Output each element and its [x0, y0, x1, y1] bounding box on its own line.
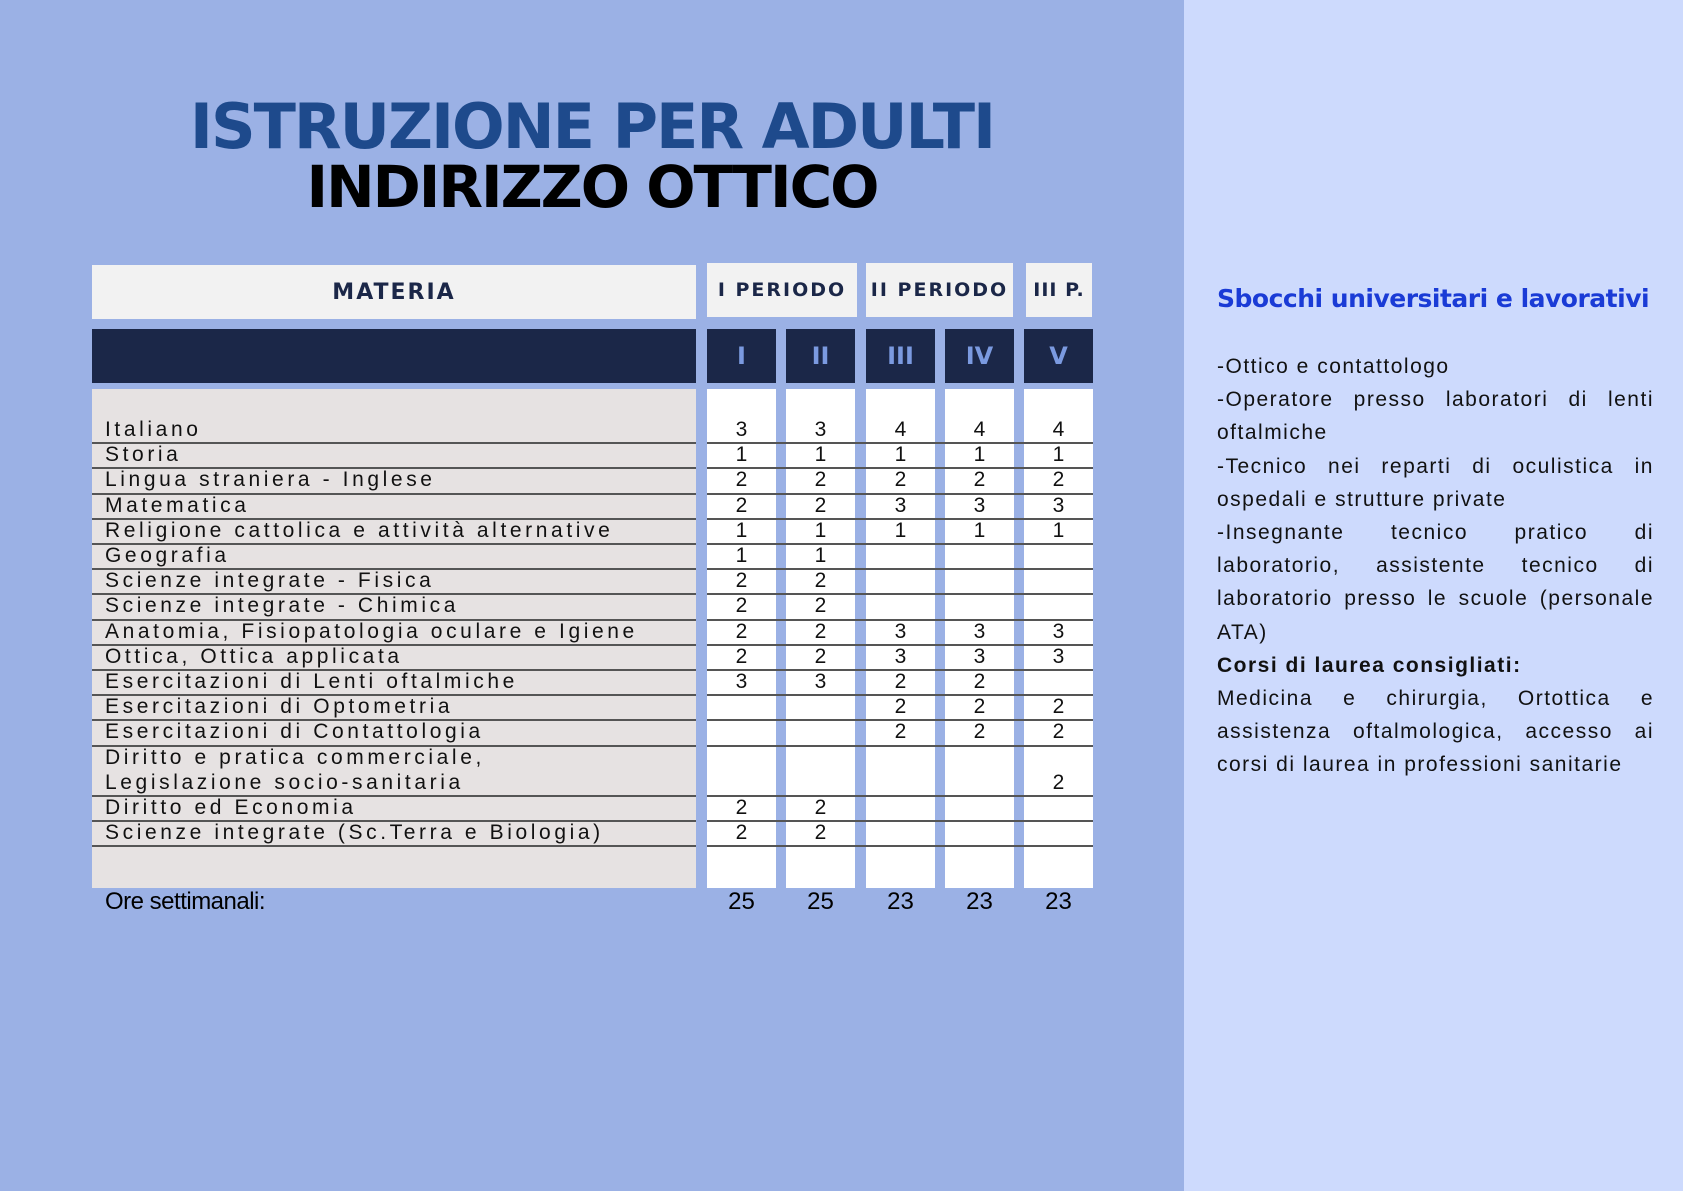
sidebar-item: -Ottico e contattologo — [1217, 355, 1450, 378]
subject-label: Italiano — [105, 418, 202, 441]
hour-cell: 2 — [894, 468, 907, 492]
materia-header: MATERIA — [92, 265, 696, 319]
hour-cell: 2 — [814, 796, 827, 819]
subject-label: Scienze integrate - Chimica — [105, 594, 459, 618]
page-title: ISTRUZIONE PER ADULTI — [189, 90, 995, 163]
totals-label: Ore settimanali: — [105, 888, 266, 915]
hour-cell: 3 — [1052, 619, 1065, 643]
year-header-3: III — [866, 329, 935, 383]
subject-label-line2: Legislazione socio-sanitaria — [105, 770, 464, 794]
hour-cell: 3 — [1052, 644, 1065, 668]
hour-cell: 1 — [814, 518, 827, 542]
hour-cell: 2 — [814, 594, 827, 618]
year-header-5: V — [1024, 329, 1093, 383]
hour-cell: 2 — [814, 468, 827, 492]
materia-dark-header — [92, 329, 696, 383]
hour-cell: 1 — [814, 443, 827, 467]
subject-label: Esercitazioni di Lenti oftalmiche — [105, 670, 518, 693]
hour-cell: 2 — [735, 619, 748, 643]
hour-cell: 3 — [894, 493, 907, 517]
hour-cell: 1 — [973, 518, 986, 542]
hour-cell: 2 — [735, 644, 748, 668]
subject-label: Ottica, Ottica applicata — [105, 644, 403, 668]
total-year-3: 23 — [887, 888, 914, 915]
hour-cell: 1 — [735, 443, 748, 467]
subject-label: Lingua straniera - Inglese — [105, 468, 436, 492]
hour-cell: 4 — [1052, 418, 1065, 441]
hour-cell: 2 — [735, 821, 748, 845]
sidebar-title: Sbocchi universitari e lavorativi — [1217, 284, 1650, 313]
sidebar-list — [1217, 350, 1654, 782]
hour-cell: 2 — [973, 468, 986, 492]
subject-label: Diritto e pratica commerciale, — [105, 745, 485, 769]
hour-cell: 3 — [1052, 493, 1065, 517]
hour-cell: 2 — [973, 695, 986, 719]
hour-cell: 2 — [1052, 770, 1065, 794]
hour-cell: 2 — [814, 821, 827, 845]
degrees-text: Medicina e chirurgia, Ortottica e assistenza oftalmologica, accesso ai corsi di laurea in professioni sanitarie — [1217, 687, 1654, 777]
subject-label: Esercitazioni di Contattologia — [105, 720, 484, 744]
hour-cell: 3 — [735, 418, 748, 441]
hour-cell: 3 — [894, 619, 907, 643]
hour-cell: 3 — [973, 493, 986, 517]
hour-cell: 2 — [814, 644, 827, 668]
sidebar-item: -Operatore presso laboratori di lenti oftalmiche — [1217, 388, 1654, 445]
subject-label: Esercitazioni di Optometria — [105, 695, 454, 719]
hour-cell: 1 — [735, 518, 748, 542]
hour-cell: 2 — [894, 695, 907, 719]
page-subtitle: INDIRIZZO OTTICO — [306, 153, 878, 221]
row-divider — [707, 845, 1093, 847]
hour-cell: 2 — [894, 720, 907, 744]
hour-cell: 1 — [894, 443, 907, 467]
hour-cell: 3 — [973, 644, 986, 668]
subject-label: Diritto ed Economia — [105, 796, 357, 819]
hour-cell: 2 — [1052, 468, 1065, 492]
hour-cell: 2 — [973, 670, 986, 693]
sidebar-item: -Insegnante tecnico pratico di laboratorio, assistente tecnico di laboratorio presso le scuole (personale ATA) — [1217, 521, 1654, 644]
row-divider — [707, 745, 1093, 747]
hour-cell: 2 — [814, 569, 827, 593]
hour-cell: 2 — [814, 619, 827, 643]
hour-cell: 2 — [735, 468, 748, 492]
year-header-4: IV — [945, 329, 1014, 383]
hour-cell: 3 — [973, 619, 986, 643]
total-year-5: 23 — [1045, 888, 1072, 915]
hour-cell: 2 — [973, 720, 986, 744]
hour-cell: 2 — [735, 594, 748, 618]
hour-cell: 2 — [1052, 720, 1065, 744]
hour-cell: 1 — [1052, 443, 1065, 467]
hour-cell: 2 — [1052, 695, 1065, 719]
total-year-4: 23 — [966, 888, 993, 915]
hour-cell: 4 — [973, 418, 986, 441]
subject-label: Geografia — [105, 544, 230, 567]
hour-cell: 1 — [814, 544, 827, 567]
total-year-1: 25 — [728, 888, 755, 915]
degrees-heading: Corsi di laurea consigliati: — [1217, 653, 1522, 677]
period-1-header: I PERIODO — [707, 263, 857, 317]
hour-cell: 3 — [735, 670, 748, 693]
sidebar-item: -Tecnico nei reparti di oculistica in ospedali e strutture private — [1217, 454, 1654, 511]
subject-label: Scienze integrate (Sc.Terra e Biologia) — [105, 821, 604, 845]
hour-cell: 1 — [735, 544, 748, 567]
subject-label: Religione cattolica e attività alternative — [105, 518, 614, 542]
hour-cell: 3 — [894, 644, 907, 668]
period-2-header: II PERIODO — [866, 263, 1013, 317]
hour-cell: 2 — [735, 796, 748, 819]
hour-cell: 2 — [814, 493, 827, 517]
year-header-2: II — [786, 329, 855, 383]
subject-label: Storia — [105, 443, 182, 467]
row-divider — [92, 845, 696, 847]
total-year-2: 25 — [807, 888, 834, 915]
subject-label: Anatomia, Fisiopatologia oculare e Igiene — [105, 619, 638, 643]
subject-label: Matematica — [105, 493, 250, 517]
hour-cell: 2 — [735, 569, 748, 593]
row-divider — [92, 442, 696, 444]
hour-cell: 1 — [973, 443, 986, 467]
hour-cell: 3 — [814, 670, 827, 693]
hour-cell: 3 — [814, 418, 827, 441]
hour-cell: 1 — [1052, 518, 1065, 542]
hour-cell: 1 — [894, 518, 907, 542]
hour-cell: 2 — [894, 670, 907, 693]
subject-label: Scienze integrate - Fisica — [105, 569, 435, 593]
hour-cell: 2 — [735, 493, 748, 517]
period-3-header: III P. — [1026, 263, 1092, 317]
year-header-1: I — [707, 329, 776, 383]
hour-cell: 4 — [894, 418, 907, 441]
